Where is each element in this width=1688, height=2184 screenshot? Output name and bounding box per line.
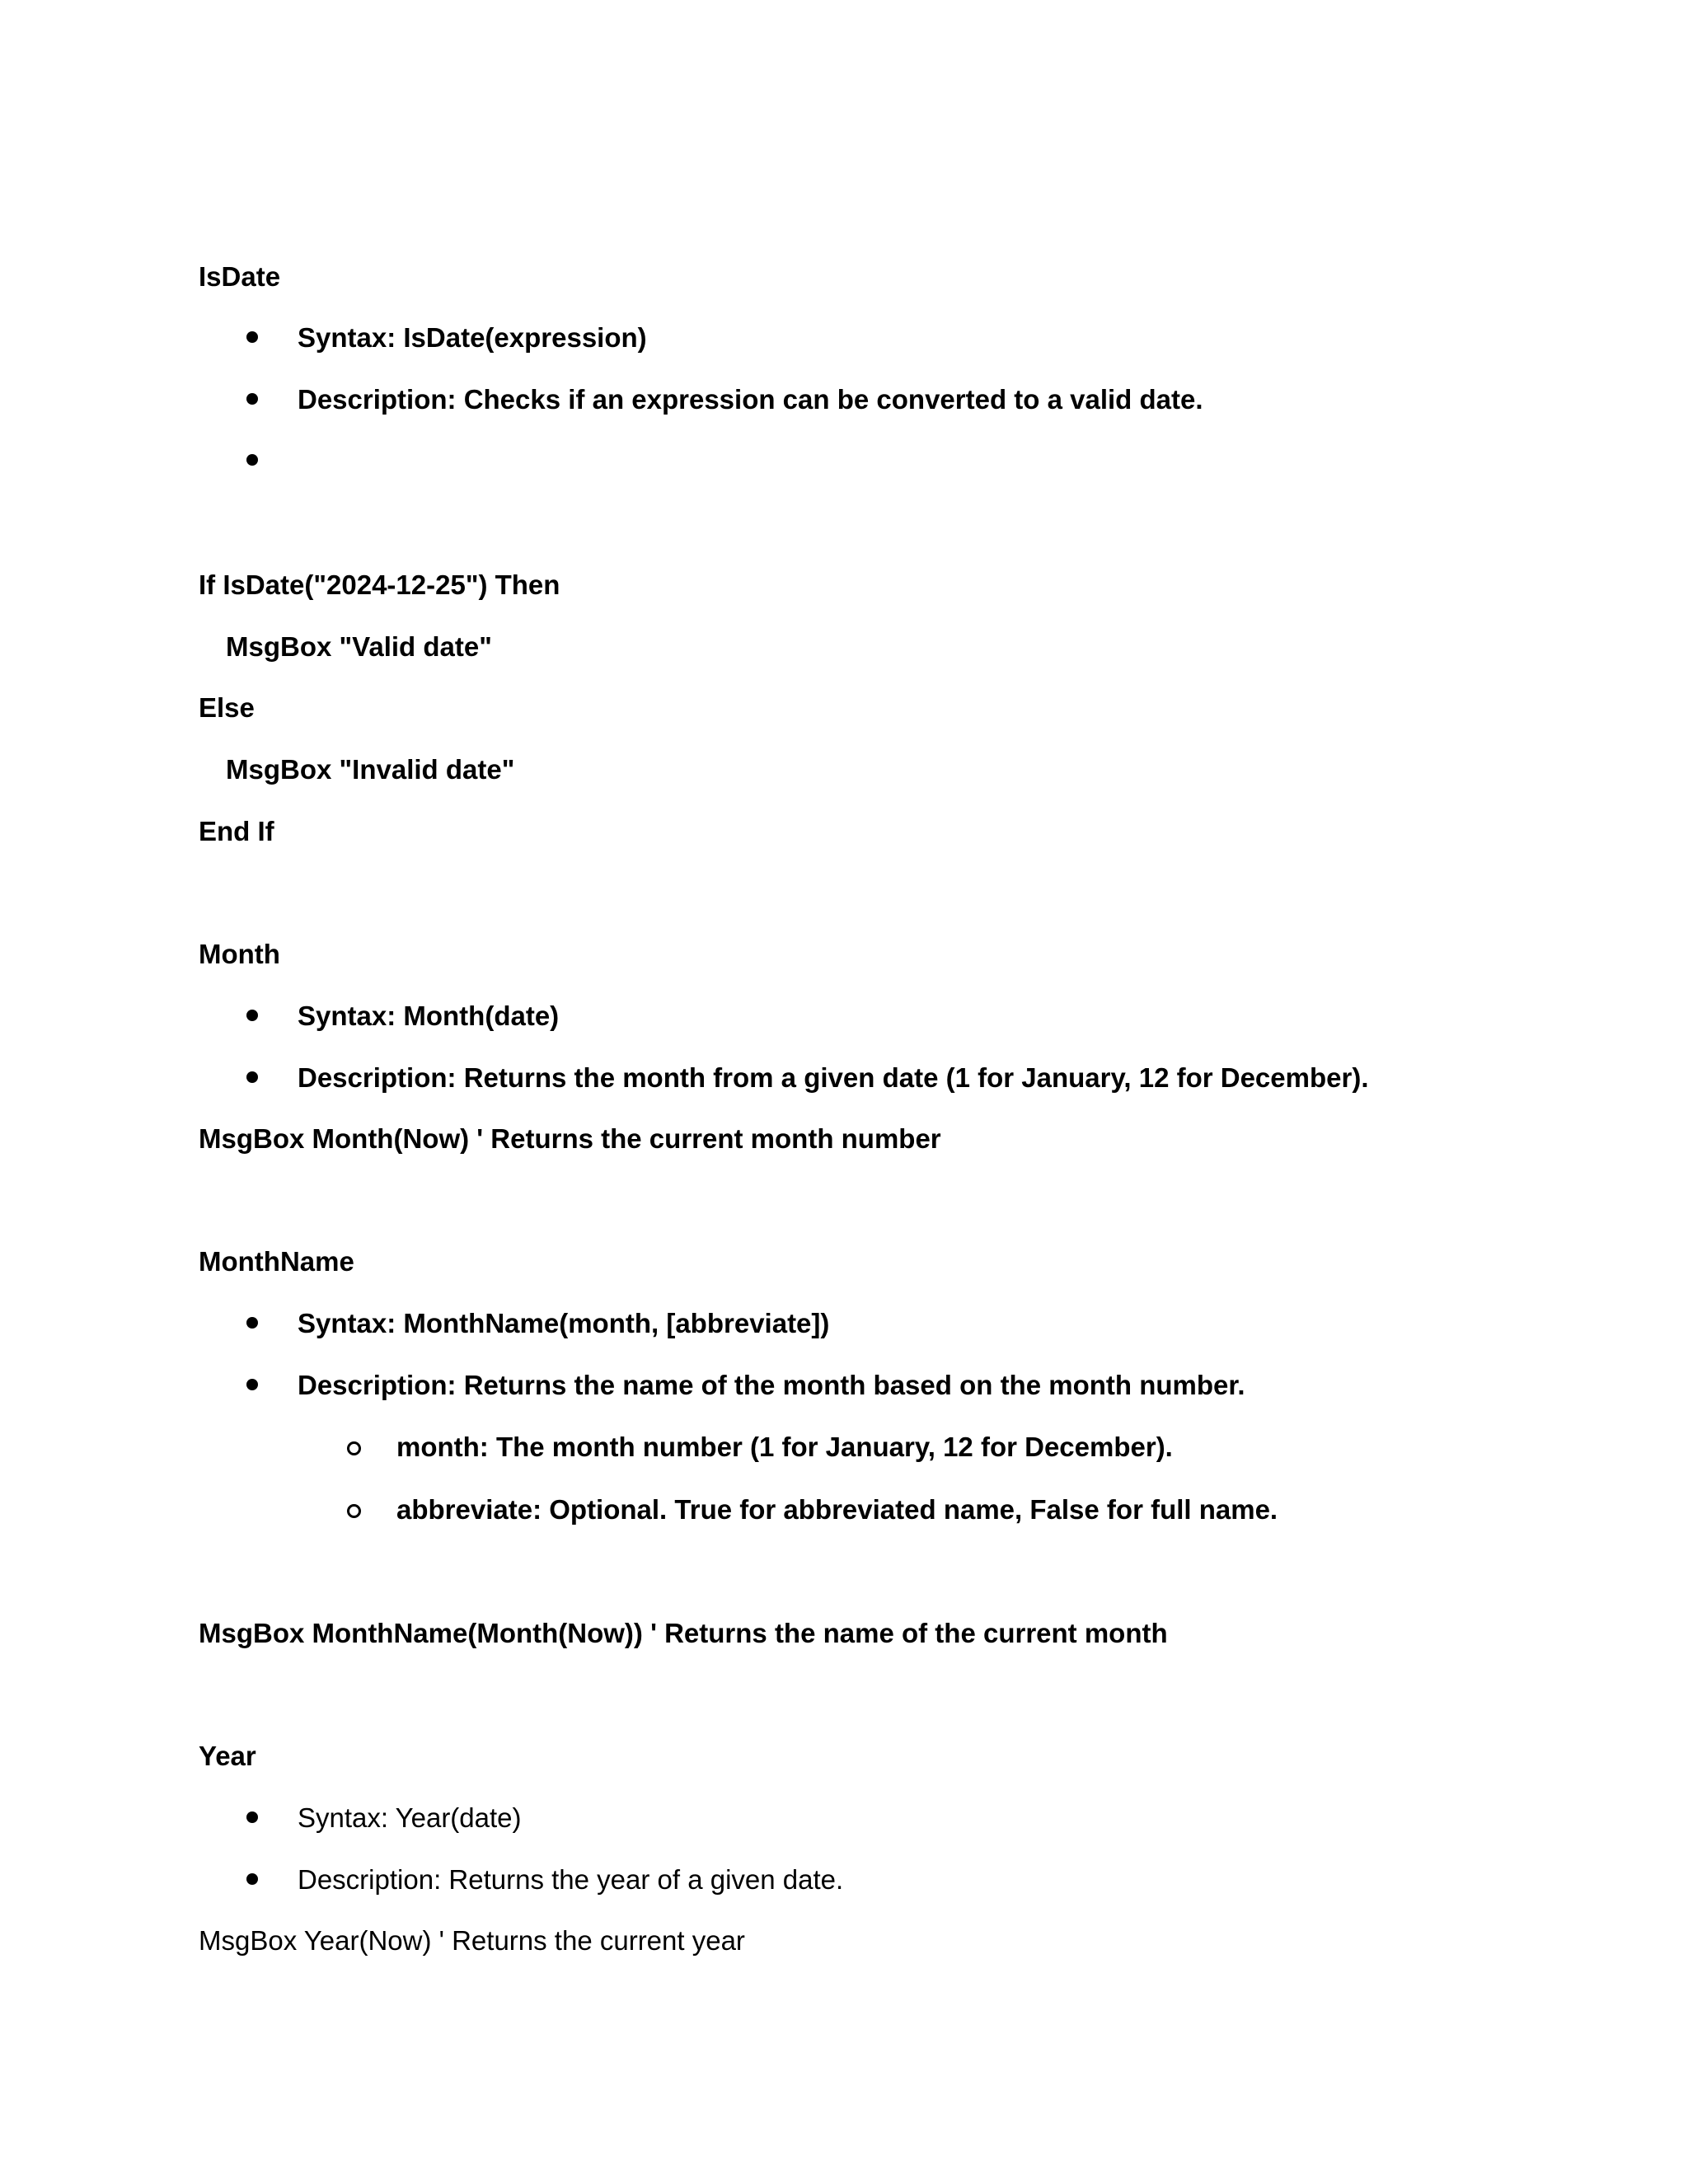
bullet-icon xyxy=(246,331,258,343)
bullet-icon xyxy=(246,1010,258,1021)
year-syntax: Syntax: Year(date) xyxy=(298,1802,522,1833)
monthname-heading: MonthName xyxy=(199,1246,354,1277)
monthname-description: Description: Returns the name of the month based on the month number. xyxy=(298,1370,1245,1400)
bullet-icon xyxy=(246,1317,258,1329)
month-code: MsgBox Month(Now) ' Returns the current month number xyxy=(199,1123,941,1154)
isdate-code-line-3: Else xyxy=(199,692,255,723)
isdate-code-line-1: If IsDate("2024-12-25") Then xyxy=(199,569,560,600)
bullet-icon xyxy=(246,1071,258,1083)
monthname-param-abbreviate: abbreviate: Optional. True for abbreviated name, False for full name. xyxy=(396,1494,1278,1525)
isdate-syntax: Syntax: IsDate(expression) xyxy=(298,322,647,353)
monthname-code: MsgBox MonthName(Month(Now)) ' Returns the name of the current month xyxy=(199,1618,1168,1648)
sub-bullet-icon xyxy=(347,1441,361,1455)
bullet-icon xyxy=(246,1379,258,1390)
year-heading: Year xyxy=(199,1741,256,1771)
month-heading: Month xyxy=(199,939,280,969)
bullet-icon xyxy=(246,1811,258,1823)
sub-bullet-icon xyxy=(347,1504,361,1518)
monthname-syntax: Syntax: MonthName(month, [abbreviate]) xyxy=(298,1308,830,1338)
isdate-code-line-4: MsgBox "Invalid date" xyxy=(226,754,515,785)
bullet-icon xyxy=(246,1873,258,1885)
month-syntax: Syntax: Month(date) xyxy=(298,1001,560,1031)
bullet-icon xyxy=(246,393,258,405)
isdate-code-line-2: MsgBox "Valid date" xyxy=(226,631,492,662)
isdate-description: Description: Checks if an expression can be converted to a valid date. xyxy=(298,384,1203,415)
monthname-param-month: month: The month number (1 for January, 12 for December). xyxy=(396,1432,1173,1462)
bullet-icon xyxy=(246,454,258,466)
isdate-code-line-5: End If xyxy=(199,816,274,846)
year-code: MsgBox Year(Now) ' Returns the current year xyxy=(199,1925,745,1956)
month-description: Description: Returns the month from a given date (1 for January, 12 for December). xyxy=(298,1062,1369,1093)
year-description: Description: Returns the year of a given date. xyxy=(298,1864,844,1895)
isdate-heading: IsDate xyxy=(199,261,281,292)
